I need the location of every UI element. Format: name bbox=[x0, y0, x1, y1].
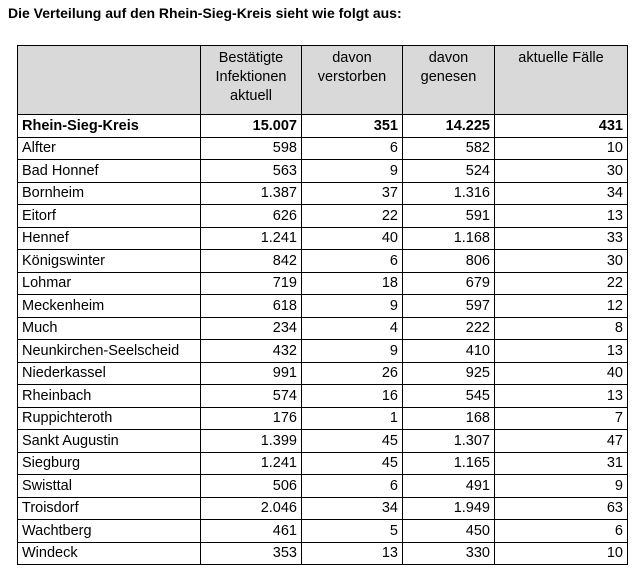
cell-deceased: 16 bbox=[302, 385, 403, 408]
cell-name: Troisdorf bbox=[18, 497, 201, 520]
cell-deceased: 34 bbox=[302, 497, 403, 520]
cell-confirmed: 598 bbox=[201, 137, 302, 160]
table-row bbox=[18, 182, 628, 205]
case-distribution-table bbox=[17, 45, 628, 565]
cell-confirmed: 15.007 bbox=[201, 115, 302, 138]
cell-confirmed: 719 bbox=[201, 272, 302, 295]
cell-name: Sankt Augustin bbox=[18, 430, 201, 453]
cell-confirmed: 353 bbox=[201, 542, 302, 565]
cell-recovered: 1.165 bbox=[403, 452, 495, 475]
cell-recovered: 222 bbox=[403, 317, 495, 340]
cell-confirmed: 1.399 bbox=[201, 430, 302, 453]
table-row bbox=[18, 227, 628, 250]
cell-recovered: 168 bbox=[403, 407, 495, 430]
table-row bbox=[18, 160, 628, 183]
cell-active: 22 bbox=[495, 272, 628, 295]
table-row bbox=[18, 475, 628, 498]
cell-recovered: 330 bbox=[403, 542, 495, 565]
cell-name: Meckenheim bbox=[18, 295, 201, 318]
cell-name: Bornheim bbox=[18, 182, 201, 205]
cell-name: Alfter bbox=[18, 137, 201, 160]
table-row bbox=[18, 520, 628, 543]
cell-confirmed: 432 bbox=[201, 340, 302, 363]
cell-name: Much bbox=[18, 317, 201, 340]
cell-recovered: 1.316 bbox=[403, 182, 495, 205]
table-row bbox=[18, 295, 628, 318]
cell-recovered: 14.225 bbox=[403, 115, 495, 138]
header-deceased: davon verstorben bbox=[302, 46, 403, 115]
table-row bbox=[18, 407, 628, 430]
cell-confirmed: 626 bbox=[201, 205, 302, 228]
cell-deceased: 5 bbox=[302, 520, 403, 543]
cell-active: 33 bbox=[495, 227, 628, 250]
table-row bbox=[18, 430, 628, 453]
cell-active: 34 bbox=[495, 182, 628, 205]
cell-recovered: 582 bbox=[403, 137, 495, 160]
cell-recovered: 591 bbox=[403, 205, 495, 228]
header-active: aktuelle Fälle bbox=[495, 46, 628, 115]
cell-recovered: 679 bbox=[403, 272, 495, 295]
cell-active: 63 bbox=[495, 497, 628, 520]
table-row bbox=[18, 317, 628, 340]
cell-deceased: 6 bbox=[302, 475, 403, 498]
cell-active: 13 bbox=[495, 385, 628, 408]
page-heading: Die Verteilung auf den Rhein-Sieg-Kreis sieht wie folgt aus: bbox=[8, 5, 402, 21]
table-row bbox=[18, 452, 628, 475]
cell-deceased: 1 bbox=[302, 407, 403, 430]
cell-confirmed: 461 bbox=[201, 520, 302, 543]
cell-recovered: 450 bbox=[403, 520, 495, 543]
table-row bbox=[18, 272, 628, 295]
cell-name: Windeck bbox=[18, 542, 201, 565]
header-confirmed: Bestätigte Infektionen aktuell bbox=[201, 46, 302, 115]
cell-confirmed: 563 bbox=[201, 160, 302, 183]
cell-name: Hennef bbox=[18, 227, 201, 250]
cell-recovered: 597 bbox=[403, 295, 495, 318]
cell-confirmed: 574 bbox=[201, 385, 302, 408]
cell-name: Niederkassel bbox=[18, 362, 201, 385]
cell-recovered: 545 bbox=[403, 385, 495, 408]
cell-name: Siegburg bbox=[18, 452, 201, 475]
table-row bbox=[18, 385, 628, 408]
cell-active: 6 bbox=[495, 520, 628, 543]
table-row bbox=[18, 137, 628, 160]
cell-name: Rheinbach bbox=[18, 385, 201, 408]
header-name bbox=[18, 46, 201, 115]
cell-active: 431 bbox=[495, 115, 628, 138]
cell-recovered: 1.307 bbox=[403, 430, 495, 453]
cell-active: 10 bbox=[495, 542, 628, 565]
cell-deceased: 13 bbox=[302, 542, 403, 565]
cell-active: 13 bbox=[495, 340, 628, 363]
cell-name: Swisttal bbox=[18, 475, 201, 498]
cell-deceased: 4 bbox=[302, 317, 403, 340]
cell-recovered: 410 bbox=[403, 340, 495, 363]
cell-name: Königswinter bbox=[18, 250, 201, 273]
cell-recovered: 491 bbox=[403, 475, 495, 498]
cell-deceased: 9 bbox=[302, 160, 403, 183]
cell-deceased: 45 bbox=[302, 430, 403, 453]
cell-name: Eitorf bbox=[18, 205, 201, 228]
cell-active: 31 bbox=[495, 452, 628, 475]
cell-active: 10 bbox=[495, 137, 628, 160]
table-row bbox=[18, 542, 628, 565]
cell-confirmed: 618 bbox=[201, 295, 302, 318]
cell-confirmed: 1.241 bbox=[201, 227, 302, 250]
header-recovered: davon genesen bbox=[403, 46, 495, 115]
cell-name: Neunkirchen-Seelscheid bbox=[18, 340, 201, 363]
cell-deceased: 9 bbox=[302, 295, 403, 318]
cell-name: Bad Honnef bbox=[18, 160, 201, 183]
cell-active: 12 bbox=[495, 295, 628, 318]
cell-confirmed: 176 bbox=[201, 407, 302, 430]
cell-name: Wachtberg bbox=[18, 520, 201, 543]
table-row bbox=[18, 250, 628, 273]
cell-active: 8 bbox=[495, 317, 628, 340]
cell-recovered: 1.168 bbox=[403, 227, 495, 250]
table-row bbox=[18, 362, 628, 385]
cell-active: 40 bbox=[495, 362, 628, 385]
cell-recovered: 925 bbox=[403, 362, 495, 385]
cell-recovered: 806 bbox=[403, 250, 495, 273]
cell-deceased: 18 bbox=[302, 272, 403, 295]
table-body bbox=[18, 115, 628, 565]
table-row bbox=[18, 205, 628, 228]
cell-confirmed: 842 bbox=[201, 250, 302, 273]
table-row-total bbox=[18, 115, 628, 138]
table-row bbox=[18, 340, 628, 363]
cell-deceased: 40 bbox=[302, 227, 403, 250]
cell-confirmed: 991 bbox=[201, 362, 302, 385]
cell-deceased: 9 bbox=[302, 340, 403, 363]
table-header bbox=[18, 46, 628, 115]
cell-deceased: 6 bbox=[302, 137, 403, 160]
cell-active: 7 bbox=[495, 407, 628, 430]
cell-deceased: 351 bbox=[302, 115, 403, 138]
table-row bbox=[18, 497, 628, 520]
cell-recovered: 1.949 bbox=[403, 497, 495, 520]
cell-active: 47 bbox=[495, 430, 628, 453]
cell-recovered: 524 bbox=[403, 160, 495, 183]
cell-deceased: 45 bbox=[302, 452, 403, 475]
cell-confirmed: 506 bbox=[201, 475, 302, 498]
cell-confirmed: 1.387 bbox=[201, 182, 302, 205]
cell-name: Ruppichteroth bbox=[18, 407, 201, 430]
cell-confirmed: 1.241 bbox=[201, 452, 302, 475]
cell-name: Lohmar bbox=[18, 272, 201, 295]
cell-name: Rhein-Sieg-Kreis bbox=[18, 115, 201, 138]
cell-deceased: 37 bbox=[302, 182, 403, 205]
cell-deceased: 6 bbox=[302, 250, 403, 273]
cell-deceased: 22 bbox=[302, 205, 403, 228]
cell-confirmed: 2.046 bbox=[201, 497, 302, 520]
cell-active: 9 bbox=[495, 475, 628, 498]
cell-deceased: 26 bbox=[302, 362, 403, 385]
header-row bbox=[18, 46, 628, 115]
cell-active: 30 bbox=[495, 160, 628, 183]
cell-active: 30 bbox=[495, 250, 628, 273]
cell-active: 13 bbox=[495, 205, 628, 228]
cell-confirmed: 234 bbox=[201, 317, 302, 340]
